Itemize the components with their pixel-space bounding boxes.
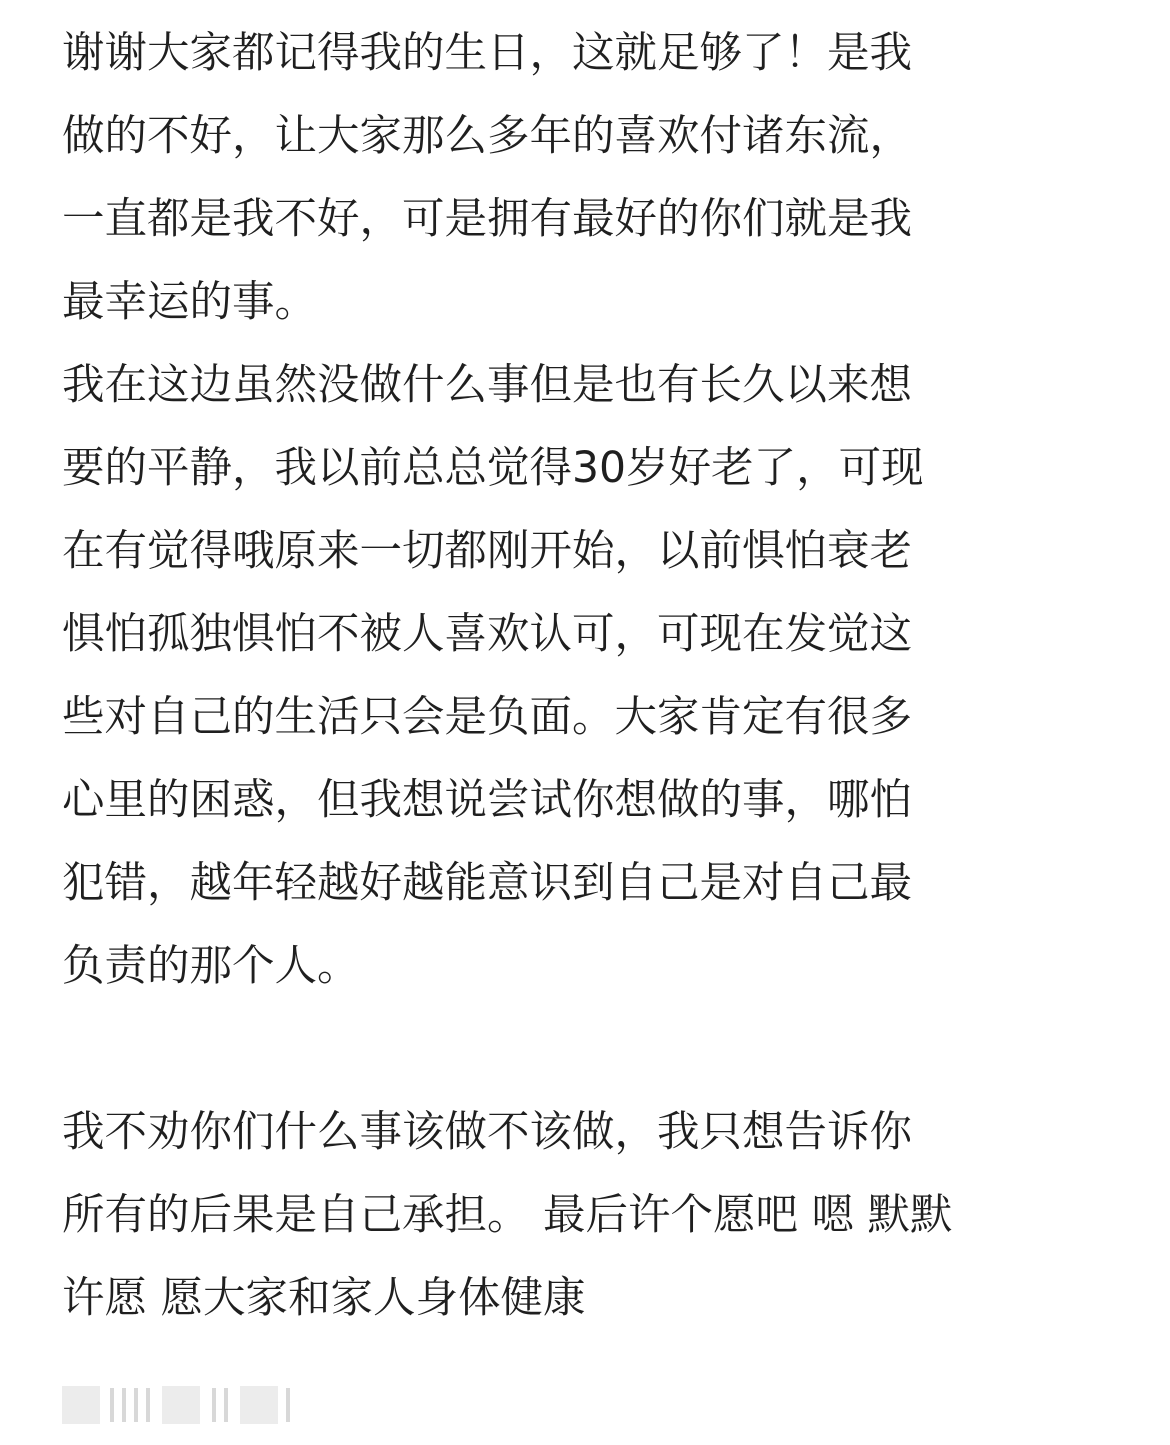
watermark-stroke [224,1388,228,1422]
watermark-stroke [286,1388,290,1422]
watermark-stroke [110,1388,114,1422]
watermark-block [162,1386,200,1424]
post-line: 惧怕孤独惧怕不被人喜欢认可，可现在发觉这 [62,610,913,659]
post-line: 做的不好，让大家那么多年的喜欢付诸东流， [62,112,913,161]
watermark-stroke [122,1388,126,1422]
post-line: 些对自己的生活只会是负面。大家肯定有很多 [62,693,913,742]
post-line: 所有的后果是自己承担。 最后许个愿吧 嗯 默默 [62,1191,953,1240]
post-line: 谢谢大家都记得我的生日，这就足够了！是我 [62,29,913,78]
post-line: 一直都是我不好，可是拥有最好的你们就是我 [62,195,913,244]
post-line: 心里的困惑，但我想说尝试你想做的事，哪怕 [62,776,913,825]
post-line: 在有觉得哦原来一切都刚开始，以前惧怕衰老 [62,527,913,576]
post-line: 我不劝你们什么事该做不该做，我只想告诉你 [62,1108,913,1157]
post-line: 我在这边虽然没做什么事但是也有长久以来想 [62,361,913,410]
post-line: 负责的那个人。 [62,942,360,991]
post-line: 要的平静，我以前总总觉得30岁好老了，可现 [62,444,924,493]
watermark-block [240,1386,278,1424]
watermark-stroke [134,1388,138,1422]
watermark-stroke [146,1388,150,1422]
watermark-stroke [212,1388,216,1422]
post-line: 许愿 愿大家和家人身体健康 [62,1274,586,1323]
paragraph-gap [62,1008,1122,1091]
watermark-logo [62,1386,292,1424]
post-text [62,12,1122,1340]
post-line: 犯错，越年轻越好越能意识到自己是对自己最 [62,859,913,908]
watermark-block [62,1386,100,1424]
post-line: 最幸运的事。 [62,278,318,327]
